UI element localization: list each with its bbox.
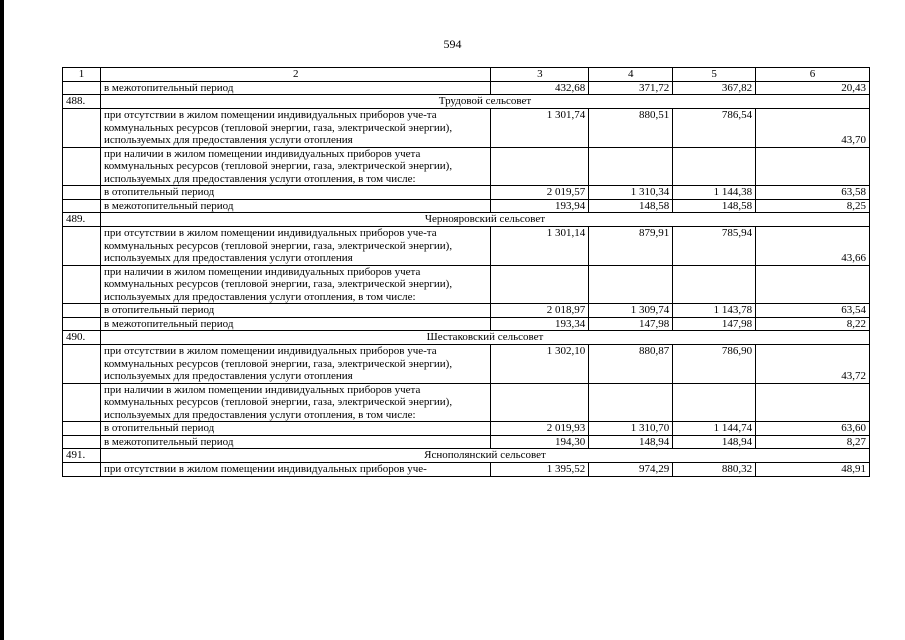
value-cell: 63,58	[756, 186, 870, 200]
empty-cell	[63, 186, 101, 200]
value-cell: 1 309,74	[589, 304, 673, 318]
empty-cell	[63, 147, 101, 186]
row-label: при наличии в жилом помещении индивидуальных приборов учета коммунальных ресурсов (тепловой энергии, газа, электрической энергии), используемых для предоставления услуги отопления, в том числе:	[100, 265, 490, 304]
header-row	[63, 68, 870, 82]
empty-cell	[63, 304, 101, 318]
header-cell: 6	[756, 68, 870, 82]
value-cell: 48,91	[756, 463, 870, 477]
empty-cell	[63, 463, 101, 477]
value-cell: 147,98	[589, 317, 673, 331]
section-header-row	[63, 449, 870, 463]
empty-cell	[63, 422, 101, 436]
row-label: в отопительный период	[100, 304, 490, 318]
empty-cell	[63, 265, 101, 304]
empty-cell	[756, 265, 870, 304]
empty-cell	[589, 147, 673, 186]
value-cell: 1 302,10	[491, 345, 589, 384]
row-label: при наличии в жилом помещении индивидуальных приборов учета коммунальных ресурсов (тепловой энергии, газа, электрической энергии), используемых для предоставления услуги отопления, в том числе:	[100, 147, 490, 186]
table-row	[63, 463, 870, 477]
value-cell: 786,54	[673, 109, 756, 148]
empty-cell	[63, 345, 101, 384]
row-label: при отсутствии в жилом помещении индивидуальных приборов уче-та коммунальных ресурсов (тепловой энергии, газа, электрической энергии), используемых для предоставления услуги отопления	[100, 345, 490, 384]
value-cell: 8,25	[756, 199, 870, 213]
header-cell: 2	[100, 68, 490, 82]
value-cell: 786,90	[673, 345, 756, 384]
empty-cell	[491, 265, 589, 304]
empty-cell	[491, 383, 589, 422]
row-label: в отопительный период	[100, 422, 490, 436]
value-cell: 43,66	[756, 227, 870, 266]
value-cell: 1 144,74	[673, 422, 756, 436]
value-cell: 371,72	[589, 81, 673, 95]
row-label: в межотопительный период	[100, 317, 490, 331]
empty-cell	[673, 383, 756, 422]
value-cell: 1 143,78	[673, 304, 756, 318]
value-cell: 1 395,52	[491, 463, 589, 477]
value-cell: 147,98	[673, 317, 756, 331]
value-cell: 148,94	[673, 435, 756, 449]
section-header-row	[63, 213, 870, 227]
value-cell: 974,29	[589, 463, 673, 477]
table-row	[63, 147, 870, 186]
value-cell: 880,51	[589, 109, 673, 148]
value-cell: 2 019,57	[491, 186, 589, 200]
value-cell: 148,58	[673, 199, 756, 213]
row-label: в межотопительный период	[100, 81, 490, 95]
row-label: при наличии в жилом помещении индивидуальных приборов учета коммунальных ресурсов (тепловой энергии, газа, электрической энергии), используемых для предоставления услуги отопления, в том числе:	[100, 383, 490, 422]
tariff-table	[62, 67, 870, 477]
row-label: при отсутствии в жилом помещении индивидуальных приборов уче-та коммунальных ресурсов (тепловой энергии, газа, электрической энергии), используемых для предоставления услуги отопления	[100, 227, 490, 266]
row-label: в межотопительный период	[100, 199, 490, 213]
section-number: 489.	[63, 213, 101, 227]
empty-cell	[63, 435, 101, 449]
value-cell: 43,72	[756, 345, 870, 384]
page-number: 594	[443, 37, 462, 51]
section-title: Трудовой сельсовет	[100, 95, 869, 109]
table-row	[63, 81, 870, 95]
empty-cell	[63, 109, 101, 148]
empty-cell	[63, 383, 101, 422]
value-cell: 148,94	[589, 435, 673, 449]
value-cell: 194,30	[491, 435, 589, 449]
header-cell: 1	[63, 68, 101, 82]
value-cell: 1 310,70	[589, 422, 673, 436]
value-cell: 2 019,93	[491, 422, 589, 436]
table-row	[63, 109, 870, 148]
section-title: Яснополянский сельсовет	[100, 449, 869, 463]
value-cell: 20,43	[756, 81, 870, 95]
header-cell: 3	[491, 68, 589, 82]
empty-cell	[589, 383, 673, 422]
section-title: Чернояровский сельсовет	[100, 213, 869, 227]
table-row	[63, 227, 870, 266]
value-cell: 880,87	[589, 345, 673, 384]
value-cell: 1 310,34	[589, 186, 673, 200]
value-cell: 148,58	[589, 199, 673, 213]
section-header-row	[63, 95, 870, 109]
value-cell: 63,54	[756, 304, 870, 318]
row-label: при отсутствии в жилом помещении индивидуальных приборов уче-та коммунальных ресурсов (тепловой энергии, газа, электрической энергии), используемых для предоставления услуги отопления	[100, 109, 490, 148]
value-cell: 1 301,74	[491, 109, 589, 148]
row-label: при отсутствии в жилом помещении индивидуальных приборов уче-	[100, 463, 490, 477]
value-cell: 1 301,14	[491, 227, 589, 266]
empty-cell	[673, 147, 756, 186]
value-cell: 63,60	[756, 422, 870, 436]
value-cell: 8,27	[756, 435, 870, 449]
value-cell: 879,91	[589, 227, 673, 266]
empty-cell	[673, 265, 756, 304]
section-number: 491.	[63, 449, 101, 463]
value-cell: 432,68	[491, 81, 589, 95]
section-number: 490.	[63, 331, 101, 345]
scan-edge-mark	[0, 0, 4, 640]
table-row	[63, 422, 870, 436]
value-cell: 880,32	[673, 463, 756, 477]
value-cell: 1 144,38	[673, 186, 756, 200]
empty-cell	[756, 147, 870, 186]
empty-cell	[63, 81, 101, 95]
section-title: Шестаковский сельсовет	[100, 331, 869, 345]
table-row	[63, 265, 870, 304]
value-cell: 367,82	[673, 81, 756, 95]
value-cell: 2 018,97	[491, 304, 589, 318]
section-header-row	[63, 331, 870, 345]
table-row	[63, 199, 870, 213]
row-label: в межотопительный период	[100, 435, 490, 449]
table-row	[63, 304, 870, 318]
table-row	[63, 317, 870, 331]
table-row	[63, 383, 870, 422]
table-row	[63, 435, 870, 449]
empty-cell	[589, 265, 673, 304]
header-cell: 4	[589, 68, 673, 82]
table-row	[63, 345, 870, 384]
value-cell: 193,34	[491, 317, 589, 331]
value-cell: 785,94	[673, 227, 756, 266]
section-number: 488.	[63, 95, 101, 109]
value-cell: 193,94	[491, 199, 589, 213]
header-cell: 5	[673, 68, 756, 82]
empty-cell	[63, 199, 101, 213]
row-label: в отопительный период	[100, 186, 490, 200]
table-row	[63, 186, 870, 200]
value-cell: 43,70	[756, 109, 870, 148]
empty-cell	[63, 317, 101, 331]
value-cell: 8,22	[756, 317, 870, 331]
empty-cell	[756, 383, 870, 422]
empty-cell	[63, 227, 101, 266]
empty-cell	[491, 147, 589, 186]
